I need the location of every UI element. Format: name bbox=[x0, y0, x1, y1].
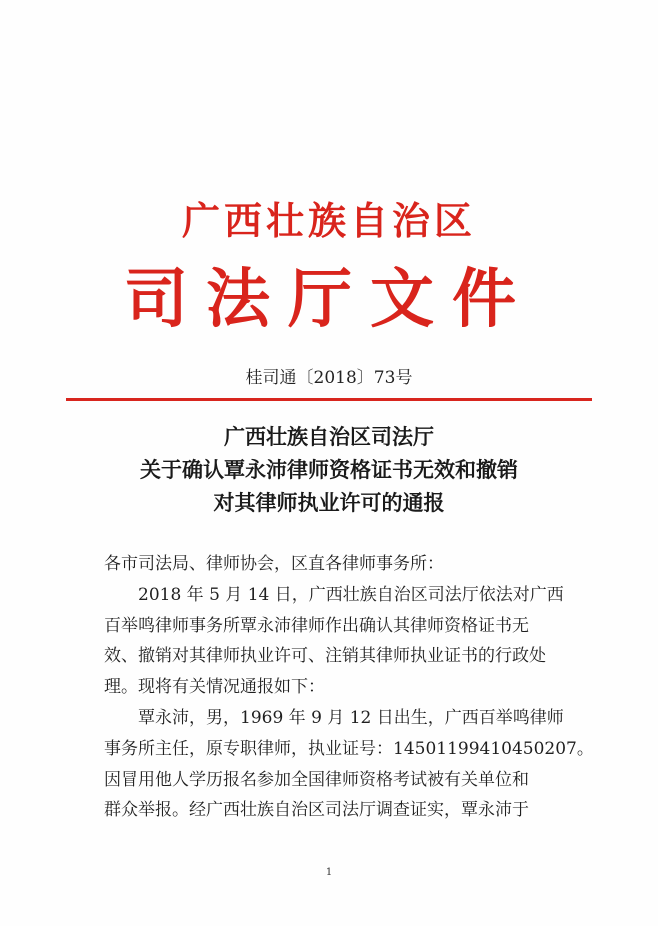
paragraph-2-line-3: 因冒用他人学历报名参加全国律师资格考试被有关单位和 bbox=[104, 769, 529, 790]
paragraph-1-line-3: 效、撤销对其律师执业许可、注销其律师执业证书的行政处 bbox=[104, 646, 546, 667]
notice-title-line-2: 关于确认覃永沛律师资格证书无效和撤销 bbox=[140, 457, 518, 482]
paragraph-1-line-4: 理。现将有关情况通报如下： bbox=[104, 677, 325, 698]
notice-title-line-1: 广西壮族自治区司法厅 bbox=[224, 424, 434, 449]
salutation: 各市司法局、律师协会，区直各律师事务所： bbox=[104, 554, 444, 574]
notice-title bbox=[0, 420, 658, 519]
paragraph-2-line-2: 事务所主任，原专职律师，执业证号：14501199410450207。 bbox=[104, 738, 594, 759]
paragraph-2-line-4: 群众举报。经广西壮族自治区司法厅调查证实，覃永沛于 bbox=[104, 800, 529, 821]
paragraph-1-line-1: 2018 年 5 月 14 日，广西壮族自治区司法厅依法对广西 bbox=[138, 584, 564, 605]
page-number: 1 bbox=[325, 867, 333, 878]
document-number: 桂司通〔2018〕73号 bbox=[245, 368, 413, 388]
paragraph-1-line-2: 百举鸣律师事务所覃永沛律师作出确认其律师资格证书无 bbox=[104, 615, 529, 636]
red-separator-line bbox=[66, 398, 592, 401]
issuing-organization-title: 广西壮族自治区 bbox=[181, 198, 476, 243]
paragraph-2-line-1: 覃永沛，男，1969 年 9 月 12 日出生，广西百举鸣律师 bbox=[138, 707, 564, 728]
notice-title-line-3: 对其律师执业许可的通报 bbox=[213, 490, 445, 515]
notice-body bbox=[104, 549, 594, 826]
document-type-title: 司法厅文件 bbox=[124, 262, 534, 337]
